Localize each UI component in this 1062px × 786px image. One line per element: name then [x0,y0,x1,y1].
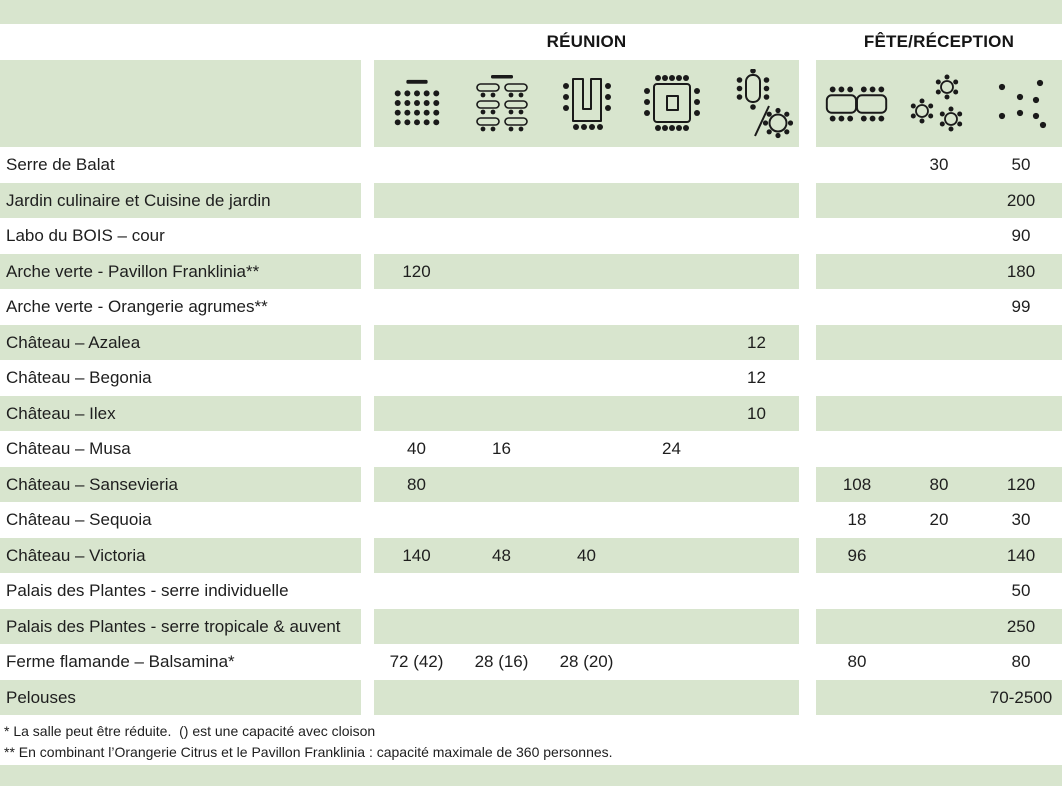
fete-cell-long-tables [816,396,898,432]
reunion-cell-classroom [459,325,544,361]
bottom-green-band [0,765,1062,786]
reunion-cell-theater [374,396,459,432]
table-row [0,325,1062,361]
top-green-band [0,0,1062,24]
reunion-cell-u-shape [544,467,629,503]
column-gap [799,360,816,396]
footnote-combined-capacity: ** En combinant l’Orangerie Citrus et le Pavillon Franklinia : capacité maximale de 360 personnes. [4,744,613,760]
reunion-values [374,431,799,467]
fete-cell-long-tables [816,289,898,325]
reunion-values [374,360,799,396]
reunion-cell-boardroom [629,360,714,396]
table-row [0,680,1062,716]
reunion-cell-boardroom [629,183,714,219]
venue-name: Château – Sansevieria [0,467,361,503]
reunion-cell-theater [374,325,459,361]
long-tables-icon [820,83,894,125]
fete-cell-long-tables [816,147,898,183]
reunion-cell-classroom [459,396,544,432]
fete-values [816,573,1062,609]
venue-name: Pelouses [0,680,361,716]
venue-name: Palais des Plantes - serre individuelle [0,573,361,609]
venue-header-spacer [0,60,361,147]
column-gap [361,218,374,254]
reunion-cell-theater [374,609,459,645]
venue-name: Château – Azalea [0,325,361,361]
reunion-cell-u-shape [544,680,629,716]
column-gap [361,502,374,538]
reunion-cell-u-shape [544,218,629,254]
table-row [0,538,1062,574]
column-gap [799,183,816,219]
icon-header-row [0,60,1062,147]
fete-cell-long-tables [816,360,898,396]
reunion-cell-cabaret [714,431,799,467]
fete-cell-round-tables [898,360,980,396]
reunion-cell-theater: 120 [402,261,431,281]
venue-name: Arche verte - Pavillon Franklinia** [0,254,361,290]
fete-values [816,644,1062,680]
reunion-cell-u-shape [544,396,629,432]
column-gap [799,644,816,680]
reunion-values [374,467,799,503]
venue-name: Château – Begonia [0,360,361,396]
column-gap [361,609,374,645]
reunion-cell-boardroom [629,396,714,432]
fete-cell-standing: 50 [1011,155,1031,174]
reunion-cell-classroom: 16 [492,439,511,458]
fete-values [816,431,1062,467]
column-gap [361,644,374,680]
fete-cell-round-tables [898,254,980,290]
fete-values [816,680,1062,716]
reunion-cell-classroom [459,680,544,716]
reunion-cell-cabaret: 12 [747,332,766,352]
standing-reception-icon [995,78,1047,130]
venue-name: Château – Musa [0,431,361,467]
theater-icon [390,78,444,130]
reunion-values [374,254,799,290]
table-row [0,254,1062,290]
fete-cell-standing [980,325,1062,361]
column-gap [361,573,374,609]
reunion-values [374,147,799,183]
reunion-cell-u-shape [544,325,629,361]
fete-cell-standing [980,431,1062,467]
reunion-cell-u-shape [544,289,629,325]
column-gap [799,680,816,716]
reunion-values [374,396,799,432]
reunion-cell-theater [374,680,459,716]
reunion-cell-classroom [459,218,544,254]
fete-cell-round-tables [898,609,980,645]
reunion-cell-classroom [459,147,544,183]
fete-values [816,254,1062,290]
venue-name: Jardin culinaire et Cuisine de jardin [0,183,361,219]
round-tables-icon [909,74,969,134]
column-gap [361,680,374,716]
column-gap [361,467,374,503]
table-row [0,644,1062,680]
venue-name: Château – Ilex [0,396,361,432]
cabaret-or-banquet-icon [719,69,795,139]
reunion-cell-boardroom [629,254,714,290]
table-row [0,218,1062,254]
column-gap [799,502,816,538]
venue-name: Labo du BOIS – cour [0,218,361,254]
reunion-cell-cabaret [714,254,799,290]
fete-cell-round-tables [898,538,980,574]
reunion-cell-boardroom [629,325,714,361]
reunion-cell-cabaret [714,183,799,219]
reunion-cell-boardroom [629,147,714,183]
table-rows [0,147,1062,715]
reunion-values [374,218,799,254]
reunion-cell-classroom [459,254,544,290]
fete-cell-standing [980,396,1062,432]
reunion-cell-boardroom [629,538,714,574]
column-gap [361,147,374,183]
reunion-icon-columns [374,60,799,147]
table-row [0,147,1062,183]
table-row [0,609,1062,645]
fete-cell-round-tables: 80 [929,474,949,494]
table-row [0,396,1062,432]
column-gap [361,360,374,396]
column-gap [361,289,374,325]
col-standing-reception [980,60,1062,147]
reunion-cell-classroom: 28 (16) [474,652,529,671]
column-gap [361,183,374,219]
column-gap [361,60,374,147]
reunion-cell-boardroom [629,609,714,645]
footnotes [0,715,1062,765]
venue-name: Arche verte - Orangerie agrumes** [0,289,361,325]
col-classroom [459,60,544,147]
table-row [0,573,1062,609]
venue-name: Palais des Plantes - serre tropicale & auvent [0,609,361,645]
fete-values [816,609,1062,645]
reunion-cell-u-shape: 28 (20) [559,652,614,671]
fete-cell-long-tables: 18 [847,510,867,529]
fete-cell-standing: 120 [1006,474,1036,494]
reunion-cell-theater: 140 [402,545,431,565]
reunion-cell-boardroom [629,680,714,716]
venue-name: Château – Victoria [0,538,361,574]
fete-values [816,183,1062,219]
fete-icon-columns [816,60,1062,147]
reunion-cell-u-shape [544,573,629,609]
reunion-cell-theater [374,147,459,183]
fete-cell-standing: 99 [1011,297,1031,316]
fete-cell-round-tables [898,431,980,467]
fete-cell-round-tables [898,573,980,609]
fete-values [816,218,1062,254]
reunion-cell-boardroom: 24 [662,439,681,458]
reunion-cell-cabaret [714,680,799,716]
fete-cell-standing: 200 [1006,190,1036,210]
reunion-cell-classroom [459,289,544,325]
venue-name: Château – Sequoia [0,502,361,538]
reunion-cell-u-shape: 40 [577,545,596,565]
fete-cell-standing: 180 [1006,261,1036,281]
fete-cell-long-tables [816,680,898,716]
reunion-values [374,325,799,361]
reunion-values [374,573,799,609]
fete-cell-round-tables: 20 [929,510,949,529]
reunion-cell-classroom [459,502,544,538]
table-row [0,289,1062,325]
reunion-cell-theater [374,289,459,325]
fete-values [816,502,1062,538]
venue-name: Ferme flamande – Balsamina* [0,644,361,680]
reunion-cell-cabaret [714,538,799,574]
column-group-header [0,24,1062,60]
venue-name: Serre de Balat [0,147,361,183]
fete-cell-long-tables [816,218,898,254]
u-shape-icon [559,76,615,131]
reunion-cell-classroom [459,183,544,219]
fete-cell-long-tables [816,609,898,645]
fete-cell-standing: 30 [1011,510,1031,529]
reunion-cell-cabaret [714,218,799,254]
reunion-cell-theater [374,502,459,538]
reunion-cell-boardroom [629,218,714,254]
reunion-cell-boardroom [629,573,714,609]
reunion-values [374,183,799,219]
col-boardroom [629,60,714,147]
reunion-cell-theater: 80 [407,474,426,494]
reunion-cell-cabaret [714,644,799,680]
column-gap [799,431,816,467]
reunion-cell-boardroom [629,467,714,503]
fete-cell-long-tables [816,431,898,467]
column-gap [799,60,816,147]
table-row [0,183,1062,219]
table-row [0,431,1062,467]
column-gap [799,538,816,574]
column-gap [799,325,816,361]
reunion-values [374,680,799,716]
fete-cell-long-tables: 96 [847,545,867,565]
reunion-cell-cabaret [714,467,799,503]
reunion-group-label: RÉUNION [546,32,627,51]
column-gap [361,538,374,574]
fete-values [816,360,1062,396]
reunion-cell-cabaret [714,147,799,183]
fete-cell-standing: 250 [1006,616,1036,636]
fete-cell-round-tables [898,644,980,680]
reunion-cell-boardroom [629,289,714,325]
reunion-cell-u-shape [544,183,629,219]
reunion-cell-theater [374,218,459,254]
table-row [0,467,1062,503]
fete-cell-standing: 90 [1011,226,1031,245]
reunion-cell-theater: 40 [407,439,426,458]
fete-cell-standing: 70-2500 [989,687,1053,707]
reunion-cell-classroom [459,609,544,645]
reunion-cell-theater [374,360,459,396]
fete-values [816,467,1062,503]
fete-cell-standing [980,360,1062,396]
reunion-cell-u-shape [544,147,629,183]
reunion-cell-classroom [459,360,544,396]
reunion-cell-cabaret [714,573,799,609]
fete-cell-long-tables: 108 [842,474,872,494]
reunion-cell-boardroom [629,502,714,538]
column-gap [361,325,374,361]
column-gap [799,609,816,645]
col-long-tables [816,60,898,147]
fete-cell-round-tables [898,289,980,325]
reunion-cell-theater [374,183,459,219]
reunion-cell-boardroom [629,644,714,680]
reunion-cell-u-shape [544,609,629,645]
footnote-reduced-room: * La salle peut être réduite. () est une capacité avec cloison [4,723,376,739]
column-gap [361,254,374,290]
column-gap [361,431,374,467]
fete-values [816,289,1062,325]
table-row [0,360,1062,396]
fete-group-label: FÊTE/RÉCEPTION [863,32,1015,51]
reunion-cell-classroom [459,467,544,503]
fete-cell-round-tables [898,183,980,219]
fete-cell-long-tables [816,254,898,290]
reunion-values [374,502,799,538]
fete-cell-long-tables [816,183,898,219]
column-gap [799,218,816,254]
fete-values [816,538,1062,574]
reunion-values [374,289,799,325]
fete-cell-round-tables [898,325,980,361]
fete-cell-long-tables: 80 [847,652,867,671]
fete-cell-round-tables [898,680,980,716]
fete-values [816,396,1062,432]
classroom-icon [474,75,530,133]
table-row [0,502,1062,538]
reunion-values [374,538,799,574]
fete-values [816,325,1062,361]
column-gap [799,467,816,503]
reunion-cell-u-shape [544,431,629,467]
fete-cell-round-tables [898,218,980,254]
fete-cell-standing: 140 [1006,545,1036,565]
fete-cell-long-tables [816,325,898,361]
reunion-cell-cabaret [714,502,799,538]
boardroom-icon [642,74,702,134]
fete-cell-standing: 50 [1011,581,1031,600]
fete-cell-round-tables: 30 [929,155,949,174]
reunion-values [374,609,799,645]
reunion-cell-u-shape [544,254,629,290]
column-gap [799,396,816,432]
fete-cell-standing: 80 [1011,652,1031,671]
reunion-cell-u-shape [544,360,629,396]
reunion-cell-classroom [459,573,544,609]
fete-values [816,147,1062,183]
reunion-cell-theater [374,573,459,609]
column-gap [799,147,816,183]
reunion-cell-cabaret [714,609,799,645]
column-gap [799,289,816,325]
col-cabaret-banquet [714,60,799,147]
reunion-cell-cabaret: 12 [747,368,766,387]
column-gap [799,573,816,609]
reunion-cell-cabaret [714,289,799,325]
col-round-tables [898,60,980,147]
column-gap [799,254,816,290]
fete-cell-long-tables [816,573,898,609]
reunion-cell-theater: 72 (42) [389,652,444,671]
col-u-shape [544,60,629,147]
column-gap [361,396,374,432]
reunion-cell-u-shape [544,502,629,538]
col-theater [374,60,459,147]
fete-cell-round-tables [898,396,980,432]
reunion-values [374,644,799,680]
reunion-cell-classroom: 48 [492,545,511,565]
reunion-cell-cabaret: 10 [747,403,766,423]
